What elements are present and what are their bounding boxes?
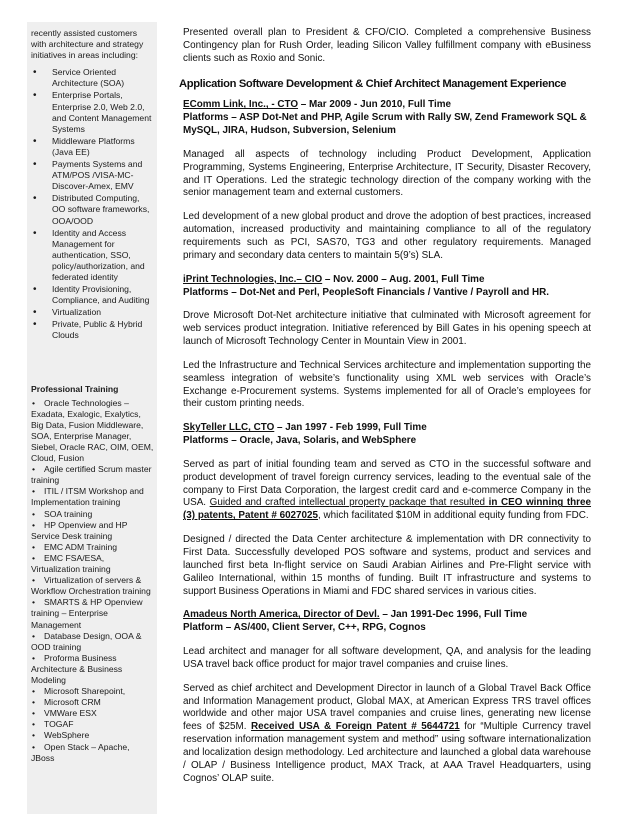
list-item: • SOA training xyxy=(32,508,93,519)
list-item: • Agile certified Scrum master training xyxy=(31,464,152,486)
list-item: • Virtualization xyxy=(31,307,154,318)
list-item: • Private, Public & Hybrid Clouds xyxy=(31,319,154,341)
job-platforms-iprint: Platforms – Dot-Net and Perl, PeopleSoft Financials / Vantive / Payroll and HR. xyxy=(183,286,550,298)
job-platforms-ecomm: Platforms – ASP Dot-Net and PHP, Agile Scrum with Rally SW, Zend Framework SQL & MySQL, JIRA, Hudson, Subversion, Selenium xyxy=(183,112,587,137)
list-item: • Distributed Computing, OO software frameworks, OOA/OOD xyxy=(31,193,154,226)
job-paragraph: Designed / directed the Data Center architecture & implementation with DR connectivity to First Data. Successfully developed POS software and systems, product and services and launched first beta In-flight service on Saudi Arabian Airlines and Pre-Flight service with Galileo International, within 15 months of funding. Built IT infrastructure and systems to support Business Operations in Miami and FDC shared services in various cities. xyxy=(183,534,591,597)
list-item: • Open Stack – Apache, JBoss xyxy=(31,741,130,763)
sidebar-intro: recently assisted customers with architecture and strategy initiatives in areas including: xyxy=(31,28,144,61)
job-paragraph: Managed all aspects of technology including Product Development, Application Programming, Systems Engineering, Enterprise Architecture, IT Security, Disaster Recovery, and IT Operations. Led the strategic technology direction of the company working with the senior management team and external customers. xyxy=(183,148,591,199)
list-item: • Microsoft Sharepoint, xyxy=(32,686,126,697)
job-title-ecomm: EComm Link, Inc., - CTO – Mar 2009 - Jun 2010, Full Time xyxy=(183,99,451,111)
list-item: • SMARTS & HP Openview training – Enterprise Management xyxy=(31,597,143,630)
job-platforms-amadeus: Platform – AS/400, Client Server, C++, RPG, Cognos xyxy=(183,622,426,634)
training-heading: Professional Training xyxy=(31,383,119,394)
list-item: • Oracle Technologies – Exadata, Exalogic, Exalytics, Big Data, Fusion Middleware, SOA, Enterprise Manager, Siebel, Oracle RAC, OIM, OEM, Cloud, Fusion xyxy=(31,397,154,464)
list-item: • Identity Provisioning, Compliance, and Auditing xyxy=(31,284,154,306)
list-item: • Proforma Business Architecture & Business Modeling xyxy=(31,652,123,685)
list-item: • EMC ADM Training xyxy=(32,541,118,552)
list-item: • Database Design, OOA & OOD training xyxy=(31,630,142,652)
job-title-skyteller: SkyTeller LLC, CTO – Jan 1997 - Feb 1999, Full Time xyxy=(183,422,427,434)
job-title-iprint: iPrint Technologies, Inc.– CIO – Nov. 2000 – Aug. 2001, Full Time xyxy=(183,273,485,285)
job-paragraph: Led development of a new global product and drove the adoption of best practices, increased automation, increased productivity and maintaining compliance to all of the regulatory requirements such as PCI, SAS70, TG3 and other regulatory requirements. Managed primary and secondary data centers to maintain 5(9’s) SLA. xyxy=(183,211,591,261)
list-item: • Payments Systems and ATM/POS /VISA-MC-Discover-Amex, EMV xyxy=(31,159,154,192)
training-list xyxy=(31,398,154,764)
expertise-list xyxy=(31,67,154,341)
list-item: • VMWare ESX xyxy=(32,708,97,719)
list-item: • Service Oriented Architecture (SOA) xyxy=(31,67,154,89)
job-paragraph: Led the Infrastructure and Technical Services architecture and implementation supporting the seamless integration of website’s functionality using XML web services with Oracle’s Exchange e-Procurement systems. Systems implemented for all of Oracle’s employees for their custom printing needs. xyxy=(183,359,591,410)
list-item: • Middleware Platforms (Java EE) xyxy=(31,136,154,158)
list-item: • EMC FSA/ESA, Virtualization training xyxy=(31,552,111,575)
job-paragraph: Served as chief architect and Development Director in launch of a Global Travel Back Office and Information Management product, Global MAX, at American Express TRS travel offices worldwide and other major USA travel companies and cruise lines, generating new license fees of $25M. Received USA & Foreign Patent # 5644721 for “Multiple Currency travel reservation information management system and method” using software internationalization and localization design methodology. Led architecture and launched a global data warehouse / OLAP / Business Intelligence product, MAX Track, at AAA Travel Headquarters, using Cognos’ OLAP suite. xyxy=(183,682,591,784)
job-paragraph: Lead architect and manager for all software development, QA, and analysis for the leading USA travel back office product for major travel companies and cruise lines. xyxy=(183,646,591,670)
main-content xyxy=(179,27,592,786)
list-item: • Microsoft CRM xyxy=(32,697,101,708)
job-paragraph: Served as part of initial founding team and served as CTO in the successful software and product development of travel foreign currency services, leading to the eventual sale of the company to First Data Corporation, the largest credit card and e-commerce Company in the USA. Guided and crafted intellectual property package that resulted in CEO winning three (3) patents, Patent # 6027025, which facilitated $10M in additional equity funding from FDC. xyxy=(183,458,592,522)
list-item: • HP Openview and HP Service Desk training xyxy=(31,519,128,541)
job-platforms-skyteller: Platforms – Oracle, Java, Solaris, and WebSphere xyxy=(183,435,417,447)
list-item: • TOGAF xyxy=(32,719,74,730)
top-paragraph: Presented overall plan to President & CFO/CIO. Completed a comprehensive Business Contingency plan for Rush Order, leading Silicon Valley fulfillment company with eBusiness clients such as Roxio and Sonic. xyxy=(183,27,591,64)
list-item: • WebSphere xyxy=(32,730,90,741)
section-title: Application Software Development & Chief Architect Management Experience xyxy=(179,77,567,90)
job-paragraph: Drove Microsoft Dot-Net architecture initiative that culminated with Microsoft agreement for web services product integration. Initiative referenced by Bill Gates in his opening speech at launch of Microsoft Technology Center in Mountain View in 2001. xyxy=(183,310,591,348)
sidebar xyxy=(27,22,157,814)
list-item: • ITIL / ITSM Workshop and Implementation training xyxy=(31,486,144,508)
list-item: • Identity and Access Management for authentication, SSO, policy/authorization, and federated identity xyxy=(31,228,154,283)
list-item: • Virtualization of servers & Workflow Orchestration training xyxy=(31,575,151,597)
job-title-amadeus: Amadeus North America, Director of Devl. – Jan 1991-Dec 1996, Full Time xyxy=(183,609,528,621)
list-item: • Enterprise Portals, Enterprise 2.0, Web 2.0, and Content Management Systems xyxy=(31,90,154,134)
